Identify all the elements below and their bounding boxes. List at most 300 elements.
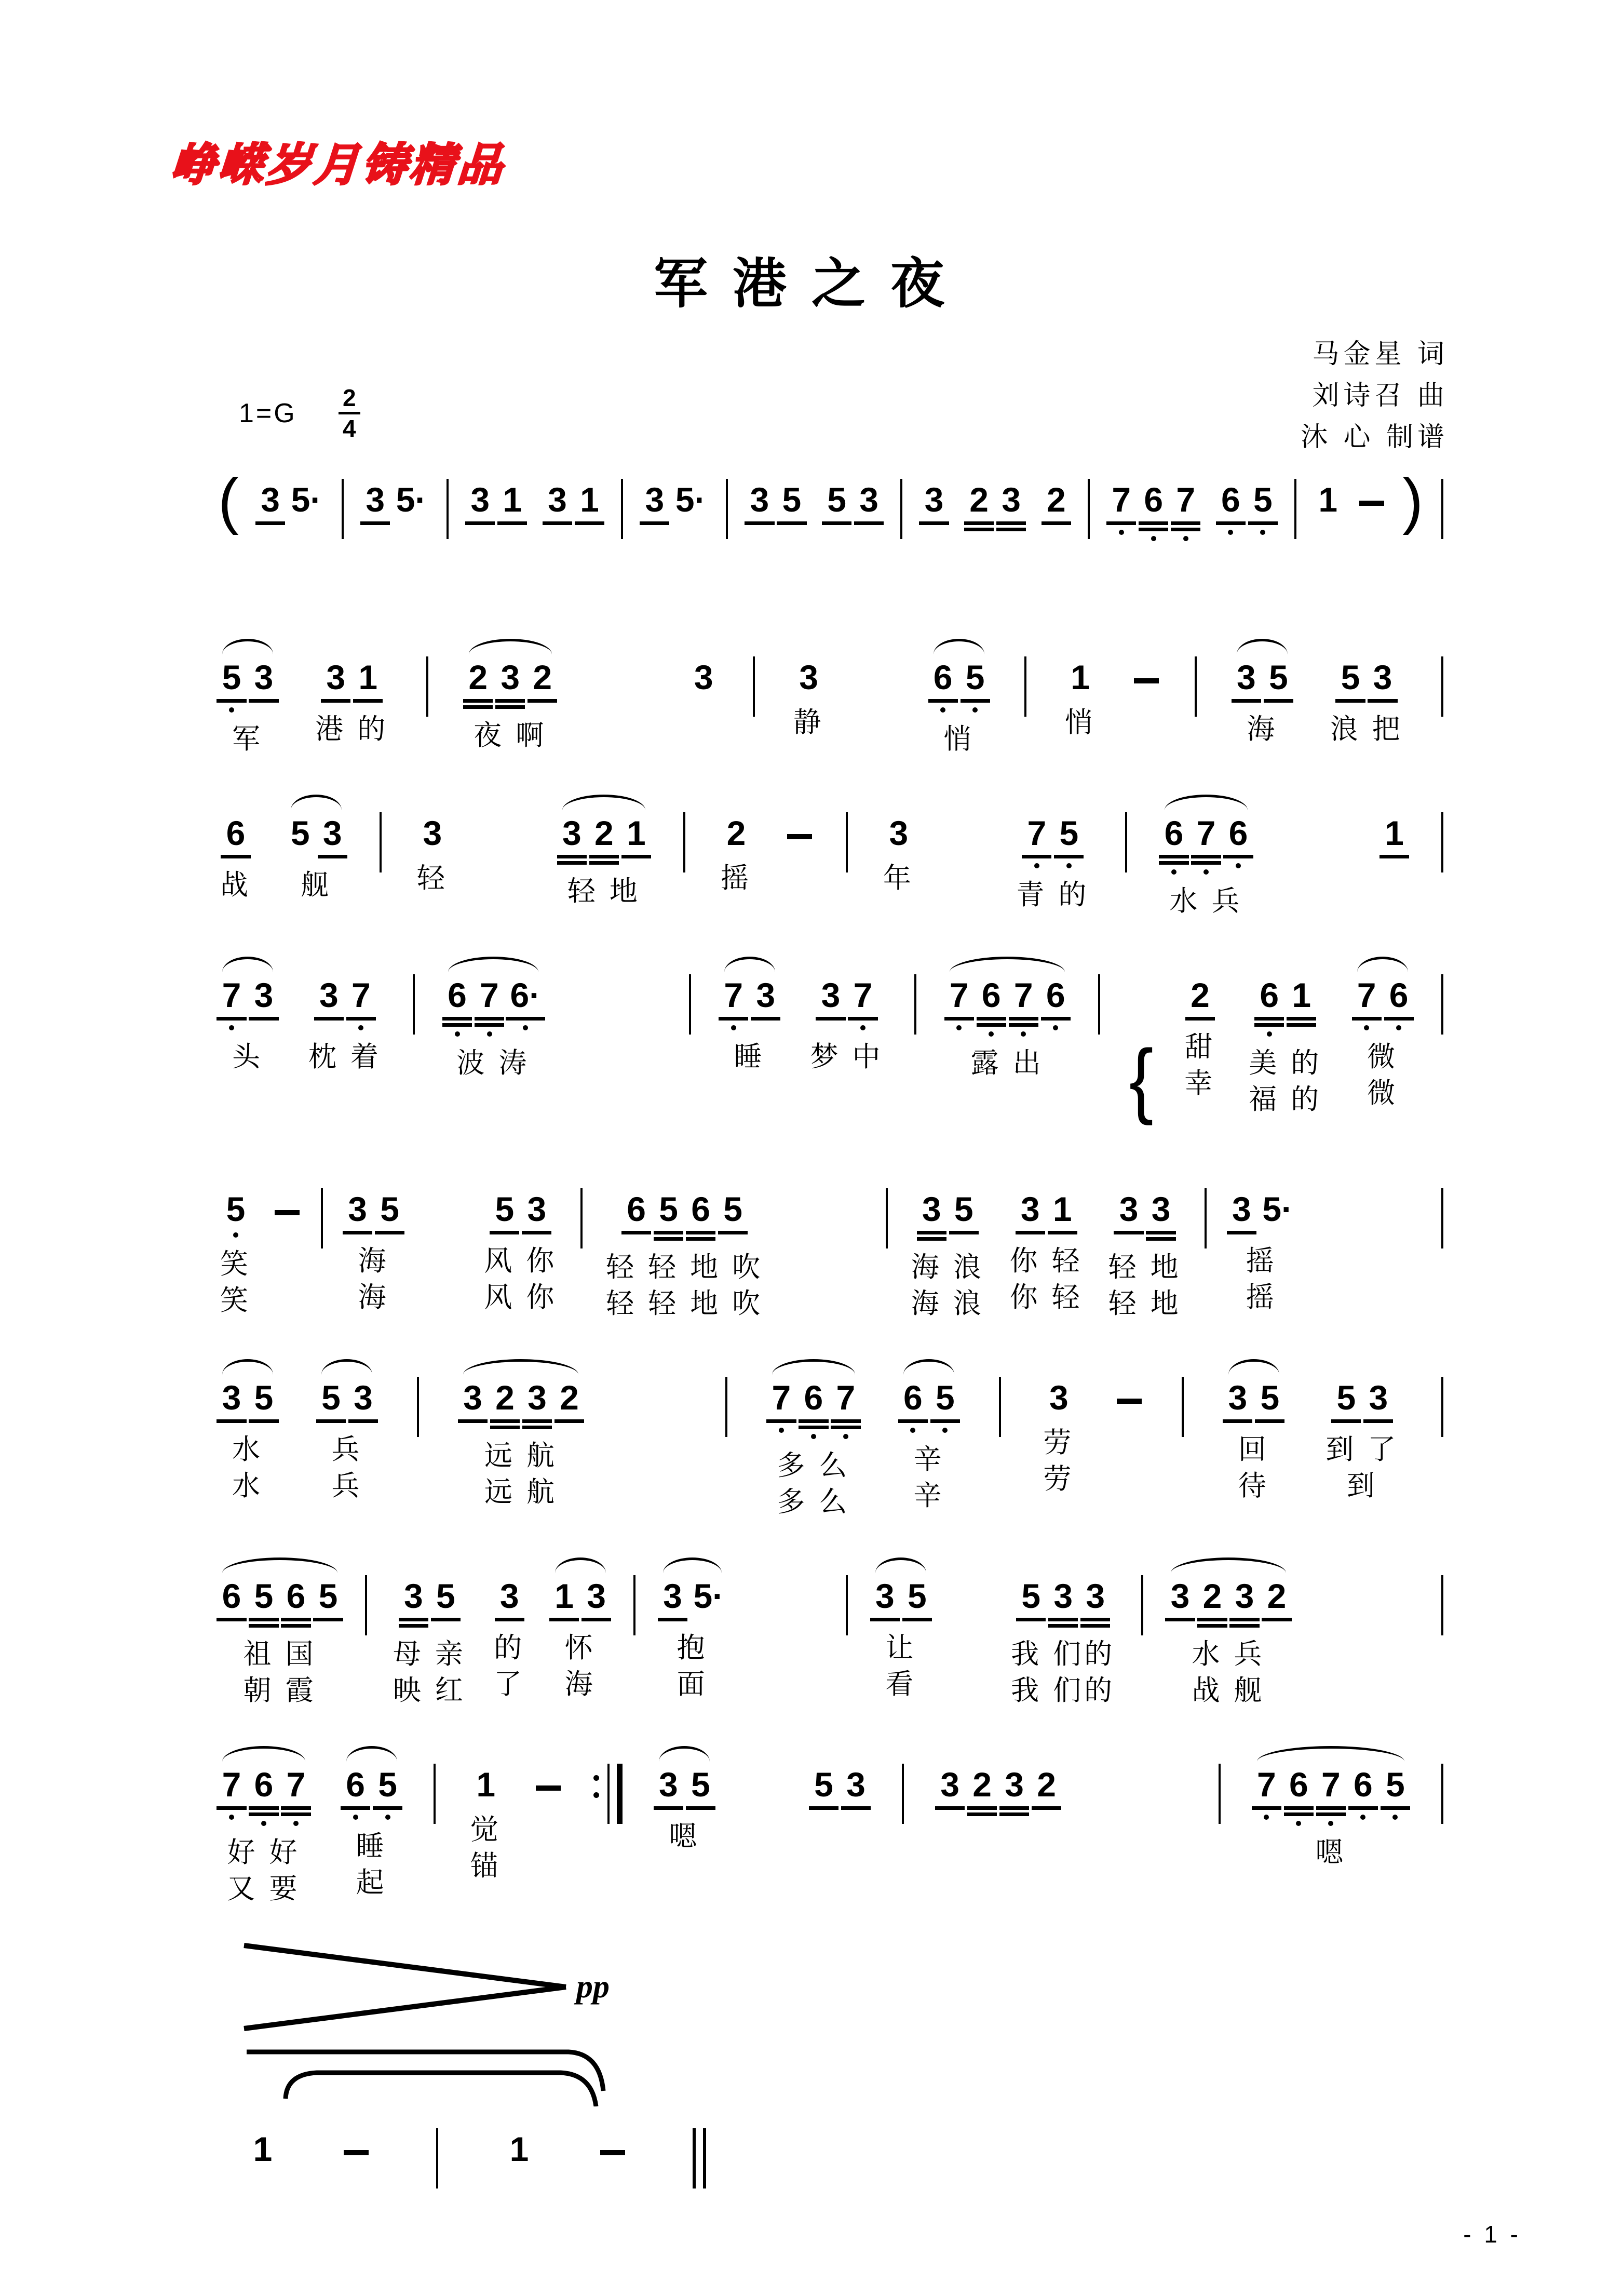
- note-number: 2: [726, 814, 746, 852]
- note: [434, 1577, 457, 1621]
- note: [376, 1766, 399, 1820]
- note-number: 6: [903, 1378, 923, 1417]
- notes-row: [1335, 1379, 1390, 1423]
- barline: [914, 974, 916, 1035]
- note-number: 7: [222, 976, 241, 1014]
- notes-row: [923, 481, 945, 525]
- underline: [967, 1812, 997, 1816]
- barline: [1441, 479, 1443, 539]
- lyric-line-2: 多 么: [777, 1486, 850, 1518]
- barline: [436, 2128, 438, 2188]
- underline: [719, 1017, 748, 1021]
- underline: [221, 855, 250, 858]
- underline: [581, 1618, 611, 1621]
- barline: [1294, 479, 1296, 539]
- underline: [1255, 1419, 1284, 1423]
- underline: [431, 1618, 461, 1621]
- note-number: 5: [495, 1190, 515, 1228]
- note-number: 3: [222, 1378, 241, 1417]
- note-number: 6: [1260, 976, 1279, 1014]
- note: [826, 481, 848, 525]
- note: [289, 814, 312, 852]
- note: [251, 2130, 274, 2168]
- underline: [318, 855, 347, 858]
- underline: [686, 1806, 715, 1810]
- note-group: [948, 976, 1067, 1117]
- barline: [321, 1188, 323, 1248]
- barline: [1441, 1575, 1443, 1635]
- note-group: [606, 1190, 763, 1321]
- note-number: 2: [969, 480, 989, 519]
- underline: [314, 1017, 344, 1021]
- low-octave-dot: [1392, 1815, 1398, 1820]
- system: [218, 635, 1443, 756]
- note: [1251, 481, 1274, 535]
- note: [1142, 481, 1165, 541]
- lyric-line-2: 待: [1238, 1470, 1269, 1501]
- note-number: 3: [527, 1190, 547, 1228]
- page-number: - 1 -: [1463, 2221, 1521, 2248]
- note-group: [308, 976, 382, 1110]
- note: [1188, 976, 1211, 1021]
- underline: [490, 1231, 519, 1234]
- note-number: 7: [1196, 814, 1216, 852]
- lyric-line-1: 笑: [220, 1248, 251, 1280]
- lyric-line-2: 海 浪: [911, 1288, 984, 1319]
- note-number: 6: [222, 1577, 241, 1615]
- note-number: 3: [756, 976, 776, 1014]
- barline: [580, 1188, 583, 1248]
- notes-row: [493, 1190, 548, 1234]
- underline: [375, 1231, 404, 1234]
- low-octave-dot: [731, 1025, 736, 1030]
- lyric-line-1: 到 了: [1326, 1434, 1399, 1465]
- lyric-line-1: 让: [885, 1632, 917, 1663]
- underline: [249, 1812, 278, 1816]
- barline: [846, 1575, 848, 1635]
- barline: [621, 479, 623, 539]
- barline: [725, 1377, 727, 1437]
- note-number: 5: [318, 1577, 338, 1615]
- underline: [1316, 1806, 1346, 1810]
- note-group: [1230, 1190, 1293, 1314]
- note-number: 5: [827, 480, 846, 519]
- underline: [1171, 528, 1200, 531]
- note-group: [1016, 814, 1089, 912]
- note-number: 6: [1228, 814, 1248, 852]
- note-number: 3: [1002, 480, 1021, 519]
- slur-arc: [222, 1557, 337, 1573]
- underline: [399, 1618, 428, 1621]
- slur-arc: [663, 1557, 722, 1573]
- lyric-line-1: 悄: [943, 723, 975, 755]
- note-number: 5: [226, 1190, 246, 1228]
- note-group: [1226, 1379, 1281, 1503]
- notes-row: [364, 481, 427, 525]
- note-number: 6: [1144, 480, 1164, 519]
- notes-row: [931, 659, 986, 713]
- note: [980, 976, 1003, 1037]
- underline: [316, 1419, 346, 1423]
- underline: [848, 1017, 877, 1021]
- low-octave-dot: [1328, 1821, 1333, 1826]
- slur-arc: [875, 1557, 926, 1573]
- note-number: 7: [724, 976, 743, 1014]
- note: [592, 814, 615, 865]
- underline: [475, 1023, 504, 1027]
- note: [378, 1190, 401, 1234]
- barline: [1195, 656, 1197, 717]
- underline: [831, 1426, 860, 1429]
- note: [657, 1190, 680, 1241]
- note: [625, 814, 647, 858]
- underline: [1352, 1017, 1382, 1021]
- notes-row: [948, 976, 1067, 1037]
- notes-row: [939, 1766, 1058, 1816]
- note-number: 7: [351, 976, 371, 1014]
- underline: [458, 1419, 488, 1423]
- underline: [313, 1618, 343, 1621]
- lyric-line-2: 兵: [331, 1470, 363, 1501]
- lyric-line-1: 劳: [1043, 1427, 1075, 1458]
- notes-row: [224, 814, 247, 858]
- note: [252, 659, 275, 703]
- underline: [977, 1017, 1006, 1021]
- note-number: 3: [940, 1765, 959, 1804]
- note-group: [417, 814, 448, 895]
- slur-arc: [1357, 957, 1408, 972]
- note: [396, 481, 427, 518]
- underline: [831, 1419, 860, 1423]
- lyric-line-2: 又 要: [227, 1873, 301, 1904]
- lyric-line-2: 我 们的: [1011, 1675, 1116, 1706]
- lyric-line-2: 辛: [913, 1480, 945, 1511]
- note-number: 5·: [675, 480, 706, 519]
- note: [834, 1379, 857, 1439]
- underline: [964, 528, 994, 531]
- note-group: [923, 481, 945, 569]
- notes-row: [1355, 976, 1410, 1030]
- underline: [999, 1812, 1029, 1816]
- credit-transcriber: 沐 心 制谱: [1301, 422, 1449, 452]
- notes-row: [1047, 1379, 1070, 1416]
- note: [1052, 1577, 1075, 1628]
- note-number: 6·: [510, 976, 541, 1014]
- notes-row: [220, 976, 275, 1030]
- underline: [1381, 1806, 1410, 1810]
- underline: [996, 521, 1026, 525]
- note-number: 3: [1119, 1190, 1139, 1228]
- underline: [249, 699, 278, 703]
- note: [461, 1379, 484, 1423]
- note-group: [346, 1190, 401, 1314]
- underline: [1223, 1419, 1252, 1423]
- lyric-line-1: 祖 国: [243, 1639, 317, 1670]
- note: [1020, 1577, 1043, 1621]
- note-number: 5: [691, 1765, 710, 1804]
- note-group: [826, 481, 881, 569]
- note-number: 3: [548, 480, 567, 519]
- note: [531, 659, 554, 703]
- note-number: 3: [470, 480, 490, 519]
- underline: [495, 1618, 524, 1621]
- note-group: [364, 481, 427, 569]
- note: [560, 814, 583, 865]
- notes-row: [446, 976, 541, 1037]
- note: [578, 481, 601, 525]
- notes-row: [220, 1379, 275, 1423]
- lyric-line-2: 面: [677, 1669, 708, 1700]
- note-number: 3: [1151, 1190, 1171, 1228]
- note-number: 6: [1289, 1765, 1308, 1804]
- low-octave-dot: [233, 1232, 238, 1238]
- underline: [799, 1419, 828, 1423]
- note-group: [560, 814, 647, 908]
- note-number: 3: [326, 658, 346, 696]
- note-group: [319, 1379, 374, 1503]
- note-group: [1249, 976, 1322, 1117]
- note-number: 3: [846, 1765, 865, 1804]
- note-number: 5: [936, 1378, 955, 1417]
- notes-row: [289, 814, 344, 858]
- note: [493, 1190, 516, 1234]
- notes-row: [402, 1577, 457, 1628]
- underline: [557, 855, 587, 858]
- note: [939, 1766, 962, 1810]
- underline: [654, 1231, 683, 1234]
- low-octave-dot: [1396, 1025, 1401, 1030]
- parenthesis: ): [1402, 466, 1424, 535]
- underline: [1146, 1237, 1175, 1241]
- underline: [1114, 1231, 1143, 1234]
- note-group: [810, 976, 884, 1110]
- note: [1162, 814, 1185, 875]
- low-octave-dot: [385, 1815, 390, 1820]
- barline: [426, 656, 428, 717]
- lyric-brace: {: [1129, 1032, 1154, 1126]
- lyric-line-1: 轻 地: [567, 876, 641, 907]
- note: [968, 481, 991, 531]
- note-number: 3: [1236, 658, 1256, 696]
- note-number: 3: [322, 814, 342, 852]
- note: [1355, 976, 1378, 1030]
- note: [901, 1379, 924, 1433]
- note: [819, 976, 842, 1021]
- lyric-line-1: 海 浪: [911, 1252, 984, 1283]
- lyric-line-2: 战 舰: [1192, 1675, 1265, 1706]
- underline: [1159, 855, 1188, 858]
- lyric-line-1: 回: [1238, 1434, 1269, 1465]
- slur-arc: [463, 1359, 578, 1375]
- note-number: 7: [222, 1765, 241, 1804]
- note-group: [220, 1379, 275, 1503]
- note: [1258, 976, 1281, 1037]
- note-number: 1: [509, 2130, 529, 2168]
- note-group: [1255, 1766, 1406, 1906]
- pp-marking: pp: [576, 1968, 610, 2005]
- note: [1235, 659, 1257, 703]
- notes-row: [887, 814, 910, 852]
- lyric-line-1: 水: [232, 1434, 263, 1465]
- note: [813, 1766, 835, 1810]
- dash-extension: [344, 2130, 369, 2155]
- note-number: 2: [495, 1378, 515, 1417]
- note-group: [315, 659, 388, 746]
- lyric-line-1: 你 轻: [1009, 1245, 1083, 1277]
- dash-extension: [275, 1190, 300, 1215]
- staff-line: [218, 1355, 1443, 1519]
- note-number: 3: [750, 480, 769, 519]
- slur-arc: [346, 1746, 397, 1762]
- note: [285, 1577, 307, 1628]
- underline: [475, 1017, 504, 1021]
- note-number: 6: [691, 1190, 710, 1228]
- barline: [1205, 1188, 1207, 1248]
- note-group: [770, 1379, 857, 1519]
- note-number: 3: [354, 1378, 373, 1417]
- note: [693, 1577, 724, 1615]
- underline: [522, 1231, 551, 1234]
- underline: [217, 1017, 246, 1021]
- notes-row: [692, 659, 715, 696]
- note-group: [1355, 976, 1410, 1110]
- note: [754, 976, 777, 1021]
- system: [218, 2106, 1443, 2211]
- underline: [1248, 521, 1278, 525]
- low-octave-dot: [455, 1031, 460, 1037]
- lyric-line-2: 锚: [470, 1850, 502, 1882]
- barline: [1219, 1764, 1221, 1824]
- note: [1025, 814, 1048, 868]
- note: [1371, 659, 1394, 703]
- low-octave-dot: [843, 1434, 848, 1439]
- system: [218, 457, 1443, 585]
- barline: [380, 812, 382, 872]
- note-number: 3: [1235, 1577, 1254, 1615]
- notes-row: [319, 1379, 374, 1423]
- slur-arc: [321, 1359, 372, 1375]
- underline: [686, 1237, 715, 1241]
- slur-arc: [1171, 1557, 1286, 1573]
- underline: [1009, 1023, 1038, 1027]
- note: [252, 1766, 275, 1826]
- underline: [249, 1419, 278, 1423]
- barline: [900, 479, 902, 539]
- note: [475, 1766, 497, 1803]
- note-group: [793, 659, 824, 740]
- lyric-line-2: 了: [494, 1669, 525, 1700]
- lyric-line-1: 海: [358, 1245, 389, 1277]
- note-group: [643, 481, 706, 569]
- underline: [1139, 528, 1168, 531]
- slur-arc: [222, 639, 273, 654]
- credits: [1301, 333, 1449, 458]
- barline: [886, 1188, 888, 1248]
- note: [689, 1766, 712, 1810]
- note: [851, 976, 874, 1030]
- notes-row: [1019, 1190, 1074, 1234]
- note: [467, 659, 490, 709]
- note-number: 3: [889, 814, 909, 852]
- underline: [964, 521, 994, 525]
- note: [1201, 1577, 1224, 1628]
- lyric-line-1: 美 的: [1249, 1048, 1322, 1079]
- underline: [463, 699, 493, 703]
- underline: [506, 1017, 545, 1021]
- note-number: 7: [772, 1378, 791, 1417]
- note-group: [484, 1190, 557, 1314]
- note-number: 7: [1256, 1765, 1276, 1804]
- note-number: 5: [723, 1190, 742, 1228]
- underline: [640, 521, 669, 525]
- note: [501, 481, 524, 525]
- note-number: 3: [924, 480, 944, 519]
- underline: [399, 1624, 428, 1628]
- note-number: 6: [1353, 1765, 1373, 1804]
- lyric-line-1: 摇: [1246, 1245, 1277, 1277]
- underline: [321, 699, 350, 703]
- notes-row: [661, 1577, 724, 1621]
- slur-arc: [903, 1359, 954, 1375]
- notes-row: [819, 976, 874, 1030]
- underline: [589, 861, 619, 865]
- note-number: 1: [1292, 976, 1311, 1014]
- underline: [930, 1419, 960, 1423]
- note: [351, 1379, 374, 1423]
- note-group: [901, 1379, 956, 1513]
- lyric-line-1: 睡: [356, 1831, 387, 1862]
- note-group: [873, 1577, 928, 1701]
- note-group: [251, 2130, 274, 2211]
- lyric-line-2: 朝 霞: [243, 1675, 317, 1706]
- note-number: 3: [319, 976, 339, 1014]
- note: [220, 1577, 243, 1621]
- underline: [522, 1426, 552, 1429]
- underline: [961, 699, 990, 703]
- underline: [442, 1023, 472, 1027]
- note-number: 1: [1071, 658, 1090, 696]
- underline: [902, 1618, 932, 1621]
- repeat-dots: [593, 1775, 599, 1798]
- note-group: [1383, 814, 1406, 902]
- note: [321, 814, 344, 858]
- notes-row: [1219, 481, 1274, 535]
- note: [748, 481, 771, 525]
- note: [493, 1379, 516, 1429]
- underline: [528, 699, 557, 703]
- underline: [1191, 861, 1221, 865]
- decrescendo-hairpin: [239, 1935, 862, 2106]
- underline: [919, 521, 949, 525]
- note-number: 5·: [396, 480, 427, 519]
- low-octave-dot: [1183, 536, 1188, 541]
- note-group: [494, 1577, 525, 1701]
- underline: [654, 1806, 683, 1810]
- final-barline: [693, 2130, 706, 2188]
- slur-arc: [448, 957, 539, 972]
- underline: [490, 1419, 520, 1423]
- note-group: [467, 659, 554, 753]
- slur-arc: [291, 795, 342, 810]
- low-octave-dot: [523, 1025, 528, 1030]
- note: [402, 1577, 425, 1628]
- note-number: 2: [594, 814, 614, 852]
- underline: [935, 1806, 965, 1810]
- note-group: [259, 481, 322, 569]
- underline: [928, 699, 958, 703]
- lyric-line-1: 波 涛: [456, 1048, 530, 1079]
- note-group: [220, 1577, 340, 1708]
